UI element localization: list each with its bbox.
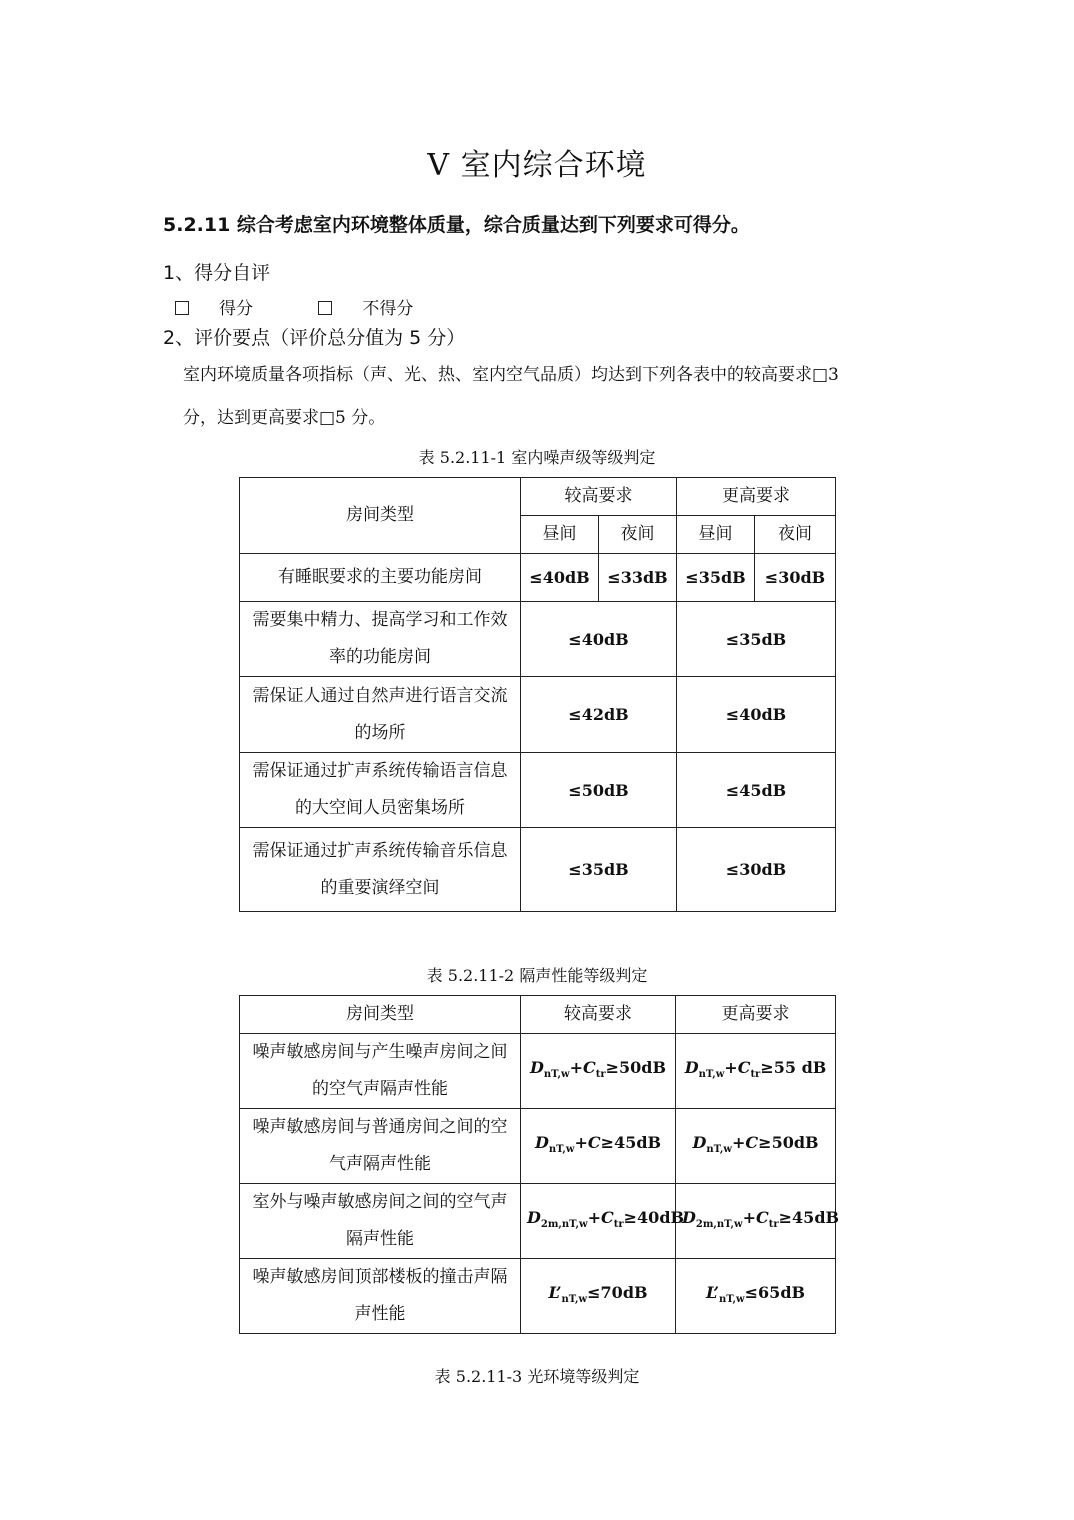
room-type-cell: 噪声敏感房间与产生噪声房间之间的空气声隔声性能 xyxy=(240,1034,521,1109)
value-cell: ≤30dB xyxy=(755,554,836,602)
value-cell xyxy=(521,1034,676,1109)
indoor-noise-table xyxy=(239,477,836,912)
formula: $D_{nT,w}+C_{tr}\ge 50dB$ xyxy=(530,1057,666,1081)
formula: $D_{nT,w}+C\ge 45dB$ xyxy=(534,1132,662,1156)
formula: $D_{2m,nT,w}+C_{tr}\ge 40dB$ xyxy=(527,1207,685,1231)
room-type-cell: 噪声敏感房间与普通房间之间的空气声隔声性能 xyxy=(240,1109,521,1184)
value-cell: ≤40dB xyxy=(521,602,677,677)
option-no-score[interactable]: 不得分 xyxy=(318,299,443,319)
room-type-cell: 需保证通过扩声系统传输音乐信息的重要演绎空间 xyxy=(240,828,521,912)
table-row xyxy=(240,1184,836,1259)
value-cell: ≤35dB xyxy=(521,828,677,912)
value-cell xyxy=(521,1184,685,1259)
table-row xyxy=(240,1034,836,1109)
header-night: 夜间 xyxy=(599,516,677,554)
value-cell: ≤35dB xyxy=(677,554,755,602)
checkbox-icon[interactable] xyxy=(318,301,332,315)
table-row xyxy=(240,602,836,677)
formula: $D_{nT,w}+C\ge 50dB$ xyxy=(692,1132,819,1156)
value-cell xyxy=(676,1109,836,1184)
room-type-cell: 需要集中精力、提高学习和工作效率的功能房间 xyxy=(240,602,521,677)
table1-caption: 表 5.2.11-1 室内噪声级等级判定 xyxy=(418,448,656,467)
room-type-cell: 需保证人通过自然声进行语言交流的场所 xyxy=(240,677,521,753)
header-room-type: 房间类型 xyxy=(240,478,521,554)
table-row xyxy=(240,753,836,828)
table-row xyxy=(240,1109,836,1184)
room-type-cell: 噪声敏感房间顶部楼板的撞击声隔声性能 xyxy=(240,1259,521,1334)
value-cell: ≤40dB xyxy=(521,554,599,602)
formula: $L’_{nT,w}\le 65dB$ xyxy=(705,1282,806,1306)
table-row xyxy=(240,554,836,602)
header-highest-requirement: 更高要求 xyxy=(676,996,836,1034)
value-cell xyxy=(521,1109,676,1184)
paragraph-line-1: 室内环境质量各项指标（声、光、热、室内空气品质）均达到下列各表中的较高要求□3 xyxy=(183,365,839,385)
value-cell xyxy=(676,1184,840,1259)
option-score[interactable]: 得分 xyxy=(175,299,283,319)
value-cell xyxy=(676,1034,836,1109)
room-type-cell: 需保证通过扩声系统传输语言信息的大空间人员密集场所 xyxy=(240,753,521,828)
section-evaluation-points: 2、评价要点（评价总分值为 5 分） xyxy=(163,327,466,349)
table3-caption: 表 5.2.11-3 光环境等级判定 xyxy=(434,1367,640,1386)
room-type-cell: 室外与噪声敏感房间之间的空气声隔声性能 xyxy=(240,1184,521,1259)
value-cell: ≤50dB xyxy=(521,753,677,828)
header-highest-requirement: 更高要求 xyxy=(677,478,836,516)
header-day: 昼间 xyxy=(521,516,599,554)
page-title: Ⅴ 室内综合环境 xyxy=(427,148,647,183)
table-row xyxy=(240,828,836,912)
table-row xyxy=(240,677,836,753)
sound-insulation-table xyxy=(239,995,840,1334)
value-cell: ≤35dB xyxy=(677,602,836,677)
value-cell xyxy=(521,1259,676,1334)
value-cell: ≤42dB xyxy=(521,677,677,753)
header-higher-requirement: 较高要求 xyxy=(521,478,677,516)
clause-heading: 5.2.11 综合考虑室内环境整体质量，综合质量达到下列要求可得分。 xyxy=(163,214,750,236)
header-room-type: 房间类型 xyxy=(240,996,521,1034)
value-cell: ≤40dB xyxy=(677,677,836,753)
formula: $D_{nT,w}+C_{tr}\ge 55$ dB xyxy=(684,1057,827,1081)
value-cell: ≤30dB xyxy=(677,828,836,912)
room-type-cell: 有睡眠要求的主要功能房间 xyxy=(240,554,521,602)
paragraph-line-2: 分，达到更高要求□5 分。 xyxy=(183,408,386,428)
table2-caption: 表 5.2.11-2 隔声性能等级判定 xyxy=(426,966,648,985)
header-higher-requirement: 较高要求 xyxy=(521,996,676,1034)
formula: $L’_{nT,w}\le 70dB$ xyxy=(548,1282,648,1306)
section-self-score: 1、得分自评 xyxy=(163,262,271,284)
value-cell xyxy=(676,1259,836,1334)
value-cell: ≤45dB xyxy=(677,753,836,828)
header-night: 夜间 xyxy=(755,516,836,554)
score-options xyxy=(175,294,473,319)
table-row xyxy=(240,1259,836,1334)
checkbox-icon[interactable] xyxy=(175,301,189,315)
formula: $D_{2m,nT,w}+C_{tr}\ge 45dB$ xyxy=(682,1207,840,1231)
value-cell: ≤33dB xyxy=(599,554,677,602)
header-day: 昼间 xyxy=(677,516,755,554)
